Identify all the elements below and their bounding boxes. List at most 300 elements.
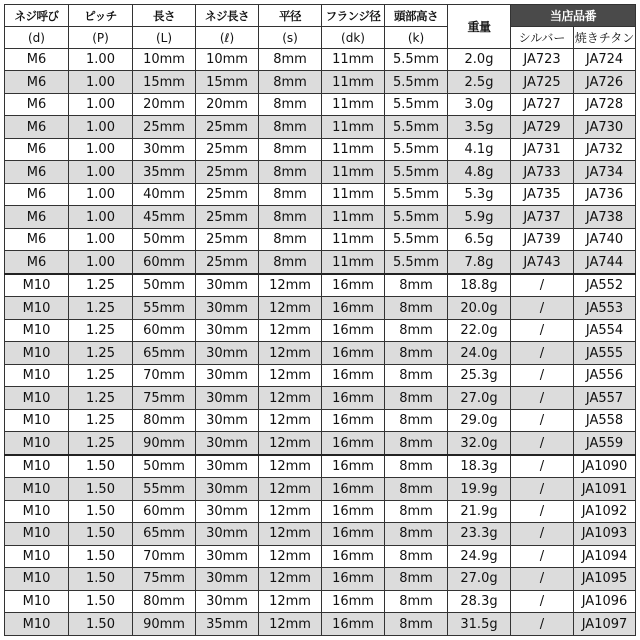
- cell-flat-diameter: 8mm: [259, 49, 322, 71]
- cell-weight: 7.8g: [448, 251, 511, 274]
- cell-flange-diameter: 16mm: [322, 409, 385, 431]
- cell-flat-diameter: 8mm: [259, 71, 322, 93]
- header-head-height: 頭部高さ: [385, 5, 448, 27]
- cell-weight: 21.9g: [448, 500, 511, 522]
- cell-nominal: M10: [5, 455, 69, 478]
- cell-titanium-number: JA1093: [574, 523, 636, 545]
- cell-head-height: 5.5mm: [385, 116, 448, 138]
- cell-length: 15mm: [133, 71, 196, 93]
- cell-weight: 31.5g: [448, 613, 511, 636]
- cell-silver-number: /: [511, 455, 574, 478]
- cell-titanium-number: JA1091: [574, 478, 636, 500]
- cell-weight: 25.3g: [448, 364, 511, 386]
- cell-nominal: M6: [5, 183, 69, 205]
- cell-length: 80mm: [133, 409, 196, 431]
- cell-nominal: M6: [5, 206, 69, 228]
- cell-thread-length: 30mm: [196, 590, 259, 612]
- cell-weight: 27.0g: [448, 568, 511, 590]
- cell-flat-diameter: 12mm: [259, 545, 322, 567]
- cell-pitch: 1.25: [69, 387, 133, 409]
- cell-thread-length: 25mm: [196, 206, 259, 228]
- cell-head-height: 8mm: [385, 432, 448, 455]
- cell-flat-diameter: 8mm: [259, 116, 322, 138]
- cell-thread-length: 20mm: [196, 93, 259, 115]
- cell-thread-length: 30mm: [196, 432, 259, 455]
- cell-length: 60mm: [133, 251, 196, 274]
- table-row: [5, 71, 636, 93]
- cell-pitch: 1.25: [69, 319, 133, 341]
- cell-nominal: M10: [5, 613, 69, 636]
- cell-flange-diameter: 16mm: [322, 613, 385, 636]
- cell-nominal: M10: [5, 545, 69, 567]
- cell-weight: 28.3g: [448, 590, 511, 612]
- cell-pitch: 1.50: [69, 500, 133, 522]
- cell-nominal: M10: [5, 342, 69, 364]
- cell-thread-length: 30mm: [196, 545, 259, 567]
- table-header: [5, 5, 636, 49]
- table-row: [5, 387, 636, 409]
- cell-thread-length: 10mm: [196, 49, 259, 71]
- header-length: 長さ: [133, 5, 196, 27]
- cell-flange-diameter: 11mm: [322, 251, 385, 274]
- cell-flange-diameter: 16mm: [322, 590, 385, 612]
- table-row: [5, 364, 636, 386]
- cell-weight: 4.1g: [448, 138, 511, 160]
- cell-silver-number: JA733: [511, 161, 574, 183]
- cell-weight: 19.9g: [448, 478, 511, 500]
- cell-flat-diameter: 12mm: [259, 387, 322, 409]
- cell-flat-diameter: 8mm: [259, 206, 322, 228]
- table-row: [5, 93, 636, 115]
- cell-weight: 6.5g: [448, 228, 511, 250]
- cell-flange-diameter: 11mm: [322, 206, 385, 228]
- cell-length: 50mm: [133, 455, 196, 478]
- cell-flange-diameter: 11mm: [322, 116, 385, 138]
- cell-weight: 27.0g: [448, 387, 511, 409]
- cell-flat-diameter: 12mm: [259, 613, 322, 636]
- cell-head-height: 8mm: [385, 523, 448, 545]
- table-row: [5, 161, 636, 183]
- table-row: [5, 523, 636, 545]
- cell-nominal: M10: [5, 590, 69, 612]
- cell-thread-length: 25mm: [196, 138, 259, 160]
- cell-flange-diameter: 11mm: [322, 228, 385, 250]
- cell-head-height: 8mm: [385, 274, 448, 297]
- cell-silver-number: /: [511, 319, 574, 341]
- cell-titanium-number: JA554: [574, 319, 636, 341]
- cell-thread-length: 30mm: [196, 364, 259, 386]
- cell-flange-diameter: 16mm: [322, 568, 385, 590]
- cell-length: 10mm: [133, 49, 196, 71]
- table-row: [5, 138, 636, 160]
- header-head-height-symbol: (k): [385, 27, 448, 49]
- cell-weight: 18.3g: [448, 455, 511, 478]
- cell-weight: 5.9g: [448, 206, 511, 228]
- cell-weight: 29.0g: [448, 409, 511, 431]
- cell-silver-number: JA725: [511, 71, 574, 93]
- cell-length: 70mm: [133, 364, 196, 386]
- cell-titanium-number: JA728: [574, 93, 636, 115]
- cell-flange-diameter: 16mm: [322, 274, 385, 297]
- cell-pitch: 1.50: [69, 613, 133, 636]
- cell-nominal: M6: [5, 251, 69, 274]
- cell-nominal: M6: [5, 93, 69, 115]
- header-nominal: ネジ呼び: [5, 5, 69, 27]
- cell-flange-diameter: 11mm: [322, 161, 385, 183]
- header-nominal-symbol: (d): [5, 27, 69, 49]
- cell-titanium-number: JA1096: [574, 590, 636, 612]
- table-row: [5, 183, 636, 205]
- header-flange-diameter-symbol: (dk): [322, 27, 385, 49]
- cell-flange-diameter: 11mm: [322, 138, 385, 160]
- cell-silver-number: /: [511, 478, 574, 500]
- table-row: [5, 432, 636, 455]
- cell-weight: 2.0g: [448, 49, 511, 71]
- cell-silver-number: /: [511, 568, 574, 590]
- cell-titanium-number: JA726: [574, 71, 636, 93]
- header-pitch-symbol: (P): [69, 27, 133, 49]
- cell-flange-diameter: 16mm: [322, 500, 385, 522]
- table-row: [5, 500, 636, 522]
- cell-titanium-number: JA1097: [574, 613, 636, 636]
- cell-flange-diameter: 16mm: [322, 342, 385, 364]
- cell-head-height: 5.5mm: [385, 183, 448, 205]
- cell-flange-diameter: 16mm: [322, 478, 385, 500]
- table-row: [5, 116, 636, 138]
- cell-thread-length: 30mm: [196, 274, 259, 297]
- cell-weight: 3.0g: [448, 93, 511, 115]
- cell-head-height: 8mm: [385, 455, 448, 478]
- header-length-symbol: (L): [133, 27, 196, 49]
- cell-weight: 3.5g: [448, 116, 511, 138]
- header-flat-diameter: 平径: [259, 5, 322, 27]
- cell-length: 50mm: [133, 274, 196, 297]
- cell-flange-diameter: 11mm: [322, 183, 385, 205]
- cell-length: 65mm: [133, 342, 196, 364]
- cell-head-height: 8mm: [385, 568, 448, 590]
- cell-length: 60mm: [133, 319, 196, 341]
- cell-length: 35mm: [133, 161, 196, 183]
- cell-length: 70mm: [133, 545, 196, 567]
- cell-flange-diameter: 16mm: [322, 432, 385, 455]
- cell-pitch: 1.50: [69, 590, 133, 612]
- cell-titanium-number: JA736: [574, 183, 636, 205]
- table-row: [5, 613, 636, 636]
- cell-silver-number: /: [511, 297, 574, 319]
- table-row: [5, 228, 636, 250]
- cell-thread-length: 25mm: [196, 161, 259, 183]
- cell-thread-length: 25mm: [196, 251, 259, 274]
- cell-pitch: 1.25: [69, 409, 133, 431]
- cell-head-height: 8mm: [385, 613, 448, 636]
- cell-titanium-number: JA1095: [574, 568, 636, 590]
- cell-flange-diameter: 16mm: [322, 364, 385, 386]
- cell-head-height: 5.5mm: [385, 49, 448, 71]
- cell-head-height: 5.5mm: [385, 161, 448, 183]
- cell-flat-diameter: 12mm: [259, 568, 322, 590]
- cell-nominal: M10: [5, 319, 69, 341]
- table-row: [5, 545, 636, 567]
- cell-thread-length: 30mm: [196, 568, 259, 590]
- cell-nominal: M10: [5, 409, 69, 431]
- cell-titanium-number: JA559: [574, 432, 636, 455]
- cell-flat-diameter: 8mm: [259, 161, 322, 183]
- cell-weight: 24.9g: [448, 545, 511, 567]
- cell-flat-diameter: 12mm: [259, 364, 322, 386]
- cell-pitch: 1.00: [69, 251, 133, 274]
- cell-flange-diameter: 11mm: [322, 93, 385, 115]
- table-row: [5, 319, 636, 341]
- cell-head-height: 8mm: [385, 590, 448, 612]
- cell-weight: 5.3g: [448, 183, 511, 205]
- cell-silver-number: /: [511, 500, 574, 522]
- cell-flange-diameter: 16mm: [322, 387, 385, 409]
- cell-flat-diameter: 12mm: [259, 590, 322, 612]
- cell-flat-diameter: 12mm: [259, 523, 322, 545]
- cell-length: 75mm: [133, 568, 196, 590]
- header-pitch: ピッチ: [69, 5, 133, 27]
- cell-pitch: 1.25: [69, 297, 133, 319]
- cell-nominal: M10: [5, 432, 69, 455]
- cell-weight: 18.8g: [448, 274, 511, 297]
- cell-pitch: 1.00: [69, 228, 133, 250]
- cell-weight: 2.5g: [448, 71, 511, 93]
- cell-nominal: M6: [5, 228, 69, 250]
- cell-head-height: 5.5mm: [385, 138, 448, 160]
- cell-pitch: 1.50: [69, 523, 133, 545]
- cell-silver-number: JA731: [511, 138, 574, 160]
- cell-weight: 22.0g: [448, 319, 511, 341]
- cell-weight: 24.0g: [448, 342, 511, 364]
- cell-pitch: 1.00: [69, 49, 133, 71]
- cell-silver-number: /: [511, 409, 574, 431]
- cell-nominal: M10: [5, 478, 69, 500]
- cell-thread-length: 30mm: [196, 500, 259, 522]
- cell-titanium-number: JA555: [574, 342, 636, 364]
- header-silver: シルバー: [511, 27, 574, 49]
- cell-silver-number: /: [511, 274, 574, 297]
- cell-flat-diameter: 8mm: [259, 93, 322, 115]
- cell-silver-number: /: [511, 342, 574, 364]
- table-row: [5, 455, 636, 478]
- table-row: [5, 49, 636, 71]
- cell-titanium-number: JA740: [574, 228, 636, 250]
- cell-thread-length: 30mm: [196, 342, 259, 364]
- cell-flat-diameter: 12mm: [259, 274, 322, 297]
- cell-nominal: M6: [5, 161, 69, 183]
- cell-silver-number: /: [511, 364, 574, 386]
- table-row: [5, 409, 636, 431]
- cell-head-height: 8mm: [385, 478, 448, 500]
- cell-pitch: 1.50: [69, 568, 133, 590]
- cell-length: 30mm: [133, 138, 196, 160]
- cell-length: 55mm: [133, 478, 196, 500]
- cell-head-height: 8mm: [385, 364, 448, 386]
- cell-flange-diameter: 11mm: [322, 49, 385, 71]
- cell-silver-number: /: [511, 523, 574, 545]
- cell-length: 20mm: [133, 93, 196, 115]
- cell-titanium-number: JA553: [574, 297, 636, 319]
- cell-titanium-number: JA738: [574, 206, 636, 228]
- cell-weight: 4.8g: [448, 161, 511, 183]
- cell-titanium-number: JA556: [574, 364, 636, 386]
- cell-flat-diameter: 8mm: [259, 228, 322, 250]
- cell-pitch: 1.25: [69, 274, 133, 297]
- cell-pitch: 1.00: [69, 161, 133, 183]
- cell-silver-number: JA727: [511, 93, 574, 115]
- table-row: [5, 590, 636, 612]
- cell-head-height: 8mm: [385, 500, 448, 522]
- header-row-main: [5, 5, 636, 27]
- cell-silver-number: /: [511, 387, 574, 409]
- cell-flat-diameter: 12mm: [259, 342, 322, 364]
- cell-pitch: 1.00: [69, 206, 133, 228]
- cell-length: 75mm: [133, 387, 196, 409]
- cell-nominal: M10: [5, 523, 69, 545]
- cell-silver-number: JA723: [511, 49, 574, 71]
- cell-titanium-number: JA730: [574, 116, 636, 138]
- cell-flange-diameter: 16mm: [322, 455, 385, 478]
- cell-flange-diameter: 16mm: [322, 297, 385, 319]
- cell-head-height: 8mm: [385, 545, 448, 567]
- cell-titanium-number: JA1090: [574, 455, 636, 478]
- cell-titanium-number: JA734: [574, 161, 636, 183]
- cell-silver-number: JA743: [511, 251, 574, 274]
- cell-flange-diameter: 16mm: [322, 545, 385, 567]
- cell-pitch: 1.00: [69, 93, 133, 115]
- cell-thread-length: 30mm: [196, 409, 259, 431]
- cell-thread-length: 25mm: [196, 228, 259, 250]
- cell-length: 80mm: [133, 590, 196, 612]
- cell-silver-number: JA729: [511, 116, 574, 138]
- header-row-sub: [5, 27, 636, 49]
- cell-length: 45mm: [133, 206, 196, 228]
- cell-silver-number: /: [511, 432, 574, 455]
- cell-thread-length: 30mm: [196, 478, 259, 500]
- cell-thread-length: 15mm: [196, 71, 259, 93]
- cell-thread-length: 35mm: [196, 613, 259, 636]
- cell-silver-number: /: [511, 613, 574, 636]
- cell-weight: 20.0g: [448, 297, 511, 319]
- cell-thread-length: 30mm: [196, 319, 259, 341]
- cell-weight: 32.0g: [448, 432, 511, 455]
- cell-silver-number: JA737: [511, 206, 574, 228]
- cell-pitch: 1.00: [69, 71, 133, 93]
- cell-flat-diameter: 8mm: [259, 138, 322, 160]
- cell-head-height: 5.5mm: [385, 93, 448, 115]
- cell-flat-diameter: 8mm: [259, 251, 322, 274]
- cell-pitch: 1.00: [69, 138, 133, 160]
- header-burnt-titanium: 焼きチタン: [574, 27, 636, 49]
- cell-titanium-number: JA552: [574, 274, 636, 297]
- cell-nominal: M10: [5, 387, 69, 409]
- cell-head-height: 8mm: [385, 342, 448, 364]
- cell-titanium-number: JA1092: [574, 500, 636, 522]
- cell-nominal: M10: [5, 500, 69, 522]
- cell-pitch: 1.25: [69, 432, 133, 455]
- cell-silver-number: /: [511, 545, 574, 567]
- cell-pitch: 1.50: [69, 545, 133, 567]
- cell-head-height: 5.5mm: [385, 71, 448, 93]
- cell-head-height: 5.5mm: [385, 251, 448, 274]
- cell-nominal: M10: [5, 297, 69, 319]
- cell-flat-diameter: 12mm: [259, 478, 322, 500]
- cell-titanium-number: JA1094: [574, 545, 636, 567]
- cell-pitch: 1.50: [69, 478, 133, 500]
- cell-length: 90mm: [133, 613, 196, 636]
- cell-length: 40mm: [133, 183, 196, 205]
- cell-nominal: M10: [5, 568, 69, 590]
- header-flange-diameter: フランジ径: [322, 5, 385, 27]
- cell-pitch: 1.50: [69, 455, 133, 478]
- cell-length: 55mm: [133, 297, 196, 319]
- cell-nominal: M6: [5, 49, 69, 71]
- header-thread-length-symbol: (ℓ): [196, 27, 259, 49]
- cell-nominal: M6: [5, 116, 69, 138]
- header-store-number: 当店品番: [511, 5, 636, 27]
- header-weight: 重量: [448, 5, 511, 49]
- cell-thread-length: 30mm: [196, 297, 259, 319]
- cell-nominal: M6: [5, 138, 69, 160]
- cell-flange-diameter: 11mm: [322, 71, 385, 93]
- table-row: [5, 478, 636, 500]
- cell-head-height: 5.5mm: [385, 228, 448, 250]
- cell-silver-number: JA735: [511, 183, 574, 205]
- cell-flat-diameter: 12mm: [259, 297, 322, 319]
- cell-flange-diameter: 16mm: [322, 523, 385, 545]
- cell-flat-diameter: 12mm: [259, 409, 322, 431]
- cell-flange-diameter: 16mm: [322, 319, 385, 341]
- bolt-spec-table: [4, 4, 636, 636]
- cell-thread-length: 25mm: [196, 183, 259, 205]
- cell-head-height: 8mm: [385, 297, 448, 319]
- cell-length: 65mm: [133, 523, 196, 545]
- cell-pitch: 1.00: [69, 183, 133, 205]
- cell-silver-number: JA739: [511, 228, 574, 250]
- cell-flat-diameter: 12mm: [259, 319, 322, 341]
- table-row: [5, 251, 636, 274]
- table-row: [5, 297, 636, 319]
- cell-flat-diameter: 12mm: [259, 500, 322, 522]
- table-row: [5, 568, 636, 590]
- cell-length: 50mm: [133, 228, 196, 250]
- cell-nominal: M6: [5, 71, 69, 93]
- cell-thread-length: 30mm: [196, 523, 259, 545]
- cell-flat-diameter: 8mm: [259, 183, 322, 205]
- cell-head-height: 8mm: [385, 319, 448, 341]
- cell-flat-diameter: 12mm: [259, 455, 322, 478]
- table-row: [5, 206, 636, 228]
- cell-titanium-number: JA732: [574, 138, 636, 160]
- cell-pitch: 1.25: [69, 342, 133, 364]
- table-row: [5, 342, 636, 364]
- cell-length: 25mm: [133, 116, 196, 138]
- cell-titanium-number: JA558: [574, 409, 636, 431]
- cell-length: 90mm: [133, 432, 196, 455]
- cell-flat-diameter: 12mm: [259, 432, 322, 455]
- header-flat-diameter-symbol: (s): [259, 27, 322, 49]
- cell-nominal: M10: [5, 364, 69, 386]
- table-body: [5, 49, 636, 636]
- cell-titanium-number: JA557: [574, 387, 636, 409]
- cell-pitch: 1.25: [69, 364, 133, 386]
- cell-thread-length: 25mm: [196, 116, 259, 138]
- cell-thread-length: 30mm: [196, 387, 259, 409]
- cell-titanium-number: JA744: [574, 251, 636, 274]
- cell-pitch: 1.00: [69, 116, 133, 138]
- cell-head-height: 8mm: [385, 409, 448, 431]
- cell-head-height: 8mm: [385, 387, 448, 409]
